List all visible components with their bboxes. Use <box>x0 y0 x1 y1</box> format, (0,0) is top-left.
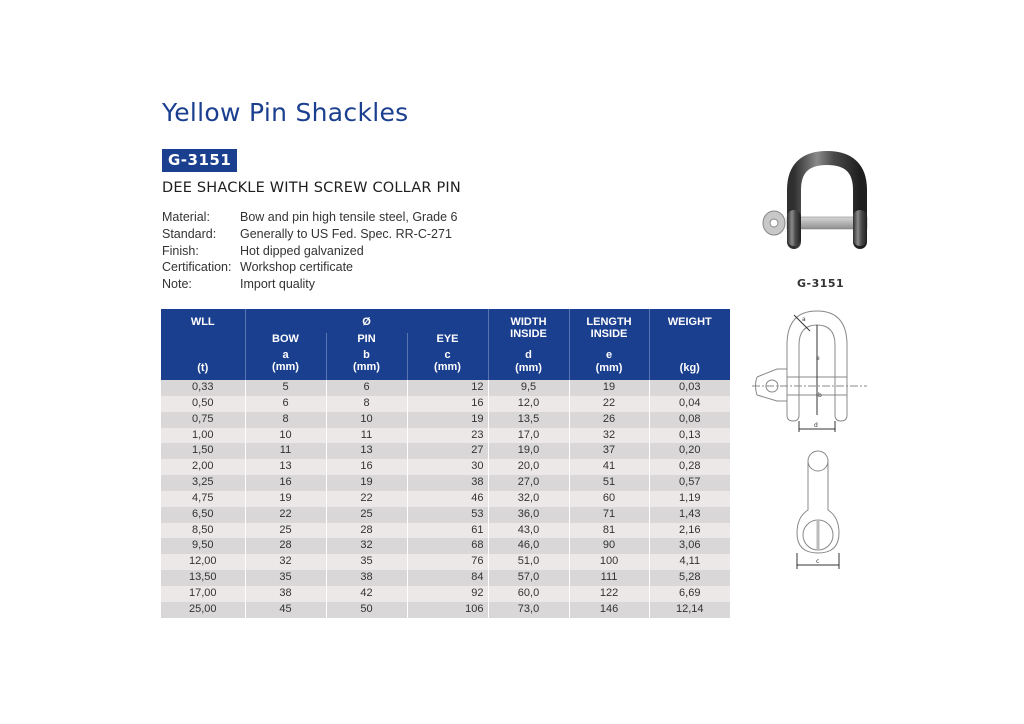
table-row <box>161 459 730 475</box>
spec-row-standard <box>162 226 458 243</box>
wll-cell: 4,75 <box>161 491 245 507</box>
shackle-side-drawing-icon <box>775 445 860 575</box>
eye-cell: 68 <box>407 538 488 554</box>
bow-cell: 6 <box>245 396 326 412</box>
eye-cell: 16 <box>407 396 488 412</box>
dimension-b-label: b <box>818 392 822 399</box>
header-width-label: WIDTH <box>510 316 547 328</box>
length-cell: 22 <box>569 396 649 412</box>
wll-cell: 2,00 <box>161 459 245 475</box>
spec-row-finish <box>162 243 458 260</box>
header-diameter-group <box>245 309 488 380</box>
eye-cell: 46 <box>407 491 488 507</box>
width-cell: 57,0 <box>488 570 569 586</box>
header-wll <box>161 309 245 380</box>
dimensions-table-container <box>161 309 730 618</box>
width-cell: 32,0 <box>488 491 569 507</box>
length-cell: 60 <box>569 491 649 507</box>
wll-cell: 9,50 <box>161 538 245 554</box>
table-row <box>161 523 730 539</box>
table-row <box>161 554 730 570</box>
product-subtitle: DEE SHACKLE WITH SCREW COLLAR PIN <box>162 180 461 196</box>
dimension-e-label: e <box>816 355 820 362</box>
weight-cell: 0,03 <box>649 380 730 396</box>
weight-cell: 6,69 <box>649 586 730 602</box>
eye-cell: 23 <box>407 428 488 444</box>
width-cell: 73,0 <box>488 602 569 618</box>
bow-cell: 13 <box>245 459 326 475</box>
eye-cell: 76 <box>407 554 488 570</box>
wll-cell: 0,33 <box>161 380 245 396</box>
weight-cell: 0,08 <box>649 412 730 428</box>
length-cell: 19 <box>569 380 649 396</box>
eye-cell: 61 <box>407 523 488 539</box>
spec-label: Certification: <box>162 260 232 275</box>
header-length-symbol: e <box>605 349 613 361</box>
pin-cell: 6 <box>326 380 407 396</box>
width-cell: 20,0 <box>488 459 569 475</box>
weight-cell: 0,57 <box>649 475 730 491</box>
pin-cell: 38 <box>326 570 407 586</box>
bow-cell: 8 <box>245 412 326 428</box>
weight-cell: 12,14 <box>649 602 730 618</box>
header-diameter-symbol: Ø <box>362 316 371 328</box>
spec-value: Generally to US Fed. Spec. RR-C-271 <box>240 226 452 241</box>
table-row <box>161 412 730 428</box>
weight-cell: 3,06 <box>649 538 730 554</box>
width-cell: 12,0 <box>488 396 569 412</box>
eye-cell: 106 <box>407 602 488 618</box>
header-bow-unit: (mm) <box>272 361 299 373</box>
eye-cell: 92 <box>407 586 488 602</box>
photo-caption: G-3151 <box>797 277 845 290</box>
bow-cell: 45 <box>245 602 326 618</box>
pin-cell: 8 <box>326 396 407 412</box>
table-row <box>161 475 730 491</box>
pin-cell: 13 <box>326 443 407 459</box>
length-cell: 111 <box>569 570 649 586</box>
spec-label: Standard: <box>162 226 217 241</box>
header-length-label2: INSIDE <box>590 328 628 340</box>
spec-row-material <box>162 209 458 226</box>
bow-cell: 25 <box>245 523 326 539</box>
weight-cell: 0,13 <box>649 428 730 444</box>
wll-cell: 0,50 <box>161 396 245 412</box>
header-length-unit: (mm) <box>595 362 623 374</box>
weight-cell: 2,16 <box>649 523 730 539</box>
header-eye-unit: (mm) <box>434 361 461 373</box>
product-code-badge: G-3151 <box>162 149 237 172</box>
eye-cell: 19 <box>407 412 488 428</box>
pin-cell: 16 <box>326 459 407 475</box>
table-row <box>161 538 730 554</box>
weight-cell: 1,43 <box>649 507 730 523</box>
spec-value: Workshop certificate <box>240 260 354 275</box>
table-row <box>161 491 730 507</box>
pin-cell: 10 <box>326 412 407 428</box>
shackle-front-drawing-icon <box>752 305 867 435</box>
width-cell: 17,0 <box>488 428 569 444</box>
header-bow-symbol: a <box>282 348 289 361</box>
header-width-label2: INSIDE <box>510 328 547 340</box>
bow-cell: 22 <box>245 507 326 523</box>
bow-cell: 32 <box>245 554 326 570</box>
pin-cell: 28 <box>326 523 407 539</box>
bow-cell: 5 <box>245 380 326 396</box>
spec-value: Bow and pin high tensile steel, Grade 6 <box>240 210 458 224</box>
length-cell: 51 <box>569 475 649 491</box>
bow-cell: 28 <box>245 538 326 554</box>
header-pin <box>326 333 407 380</box>
pin-cell: 22 <box>326 491 407 507</box>
pin-cell: 25 <box>326 507 407 523</box>
table-row <box>161 570 730 586</box>
width-cell: 60,0 <box>488 586 569 602</box>
length-cell: 100 <box>569 554 649 570</box>
weight-cell: 0,28 <box>649 459 730 475</box>
length-cell: 90 <box>569 538 649 554</box>
dimension-d-label: d <box>814 422 818 429</box>
header-eye-symbol: c <box>444 348 451 361</box>
width-cell: 51,0 <box>488 554 569 570</box>
dimension-a-label: a <box>802 316 806 323</box>
wll-cell: 12,00 <box>161 554 245 570</box>
length-cell: 146 <box>569 602 649 618</box>
eye-cell: 30 <box>407 459 488 475</box>
bow-cell: 10 <box>245 428 326 444</box>
pin-cell: 19 <box>326 475 407 491</box>
header-pin-unit: (mm) <box>353 361 380 373</box>
length-cell: 37 <box>569 443 649 459</box>
shackle-photo-icon <box>752 150 872 260</box>
spec-row-note <box>162 276 458 293</box>
width-cell: 27,0 <box>488 475 569 491</box>
weight-cell: 0,04 <box>649 396 730 412</box>
wll-cell: 3,25 <box>161 475 245 491</box>
table-row <box>161 396 730 412</box>
table-row <box>161 428 730 444</box>
page-title: Yellow Pin Shackles <box>162 98 409 127</box>
header-eye-label: EYE <box>436 333 459 345</box>
wll-cell: 1,50 <box>161 443 245 459</box>
bow-cell: 35 <box>245 570 326 586</box>
eye-cell: 84 <box>407 570 488 586</box>
width-cell: 9,5 <box>488 380 569 396</box>
eye-cell: 53 <box>407 507 488 523</box>
wll-cell: 25,00 <box>161 602 245 618</box>
width-cell: 13,5 <box>488 412 569 428</box>
spec-label: Finish: <box>162 243 199 258</box>
pin-cell: 32 <box>326 538 407 554</box>
table-row <box>161 380 730 396</box>
weight-cell: 0,20 <box>649 443 730 459</box>
header-bow <box>246 333 326 380</box>
table-row <box>161 507 730 523</box>
wll-cell: 8,50 <box>161 523 245 539</box>
bow-cell: 38 <box>245 586 326 602</box>
length-cell: 32 <box>569 428 649 444</box>
header-length-label: LENGTH <box>586 316 632 328</box>
bow-cell: 19 <box>245 491 326 507</box>
header-width-unit: (mm) <box>515 362 542 374</box>
pin-cell: 11 <box>326 428 407 444</box>
dimension-c-label: c <box>816 558 820 565</box>
eye-cell: 12 <box>407 380 488 396</box>
length-cell: 41 <box>569 459 649 475</box>
header-eye <box>407 333 488 380</box>
bow-cell: 16 <box>245 475 326 491</box>
eye-cell: 38 <box>407 475 488 491</box>
table-row <box>161 586 730 602</box>
wll-cell: 0,75 <box>161 412 245 428</box>
weight-cell: 4,11 <box>649 554 730 570</box>
table-row <box>161 602 730 618</box>
spec-value: Import quality <box>240 277 316 292</box>
header-weight <box>649 309 730 380</box>
pin-cell: 35 <box>326 554 407 570</box>
spec-list <box>162 209 458 293</box>
header-weight-unit: (kg) <box>679 362 700 374</box>
length-cell: 71 <box>569 507 649 523</box>
dimensions-table <box>161 309 730 618</box>
wll-cell: 13,50 <box>161 570 245 586</box>
width-cell: 46,0 <box>488 538 569 554</box>
header-weight-label: WEIGHT <box>667 316 712 328</box>
pin-cell: 42 <box>326 586 407 602</box>
length-cell: 26 <box>569 412 649 428</box>
weight-cell: 5,28 <box>649 570 730 586</box>
dimensions-table-body <box>161 380 730 618</box>
pin-cell: 50 <box>326 602 407 618</box>
header-bow-label: BOW <box>272 333 299 345</box>
spec-label: Material: <box>162 210 210 224</box>
header-length-inside <box>569 309 649 380</box>
eye-cell: 27 <box>407 443 488 459</box>
header-wll-label: WLL <box>190 316 215 328</box>
length-cell: 122 <box>569 586 649 602</box>
header-pin-symbol: b <box>363 348 370 361</box>
width-cell: 36,0 <box>488 507 569 523</box>
header-wll-unit: (t) <box>197 362 209 374</box>
spec-label: Note: <box>162 277 192 292</box>
length-cell: 81 <box>569 523 649 539</box>
width-cell: 19,0 <box>488 443 569 459</box>
wll-cell: 6,50 <box>161 507 245 523</box>
header-width-inside <box>488 309 569 380</box>
wll-cell: 17,00 <box>161 586 245 602</box>
width-cell: 43,0 <box>488 523 569 539</box>
header-pin-label: PIN <box>357 333 376 345</box>
weight-cell: 1,19 <box>649 491 730 507</box>
table-row <box>161 443 730 459</box>
spec-row-certification <box>162 259 458 276</box>
header-width-symbol: d <box>525 349 532 361</box>
spec-value: Hot dipped galvanized <box>240 243 364 258</box>
wll-cell: 1,00 <box>161 428 245 444</box>
bow-cell: 11 <box>245 443 326 459</box>
